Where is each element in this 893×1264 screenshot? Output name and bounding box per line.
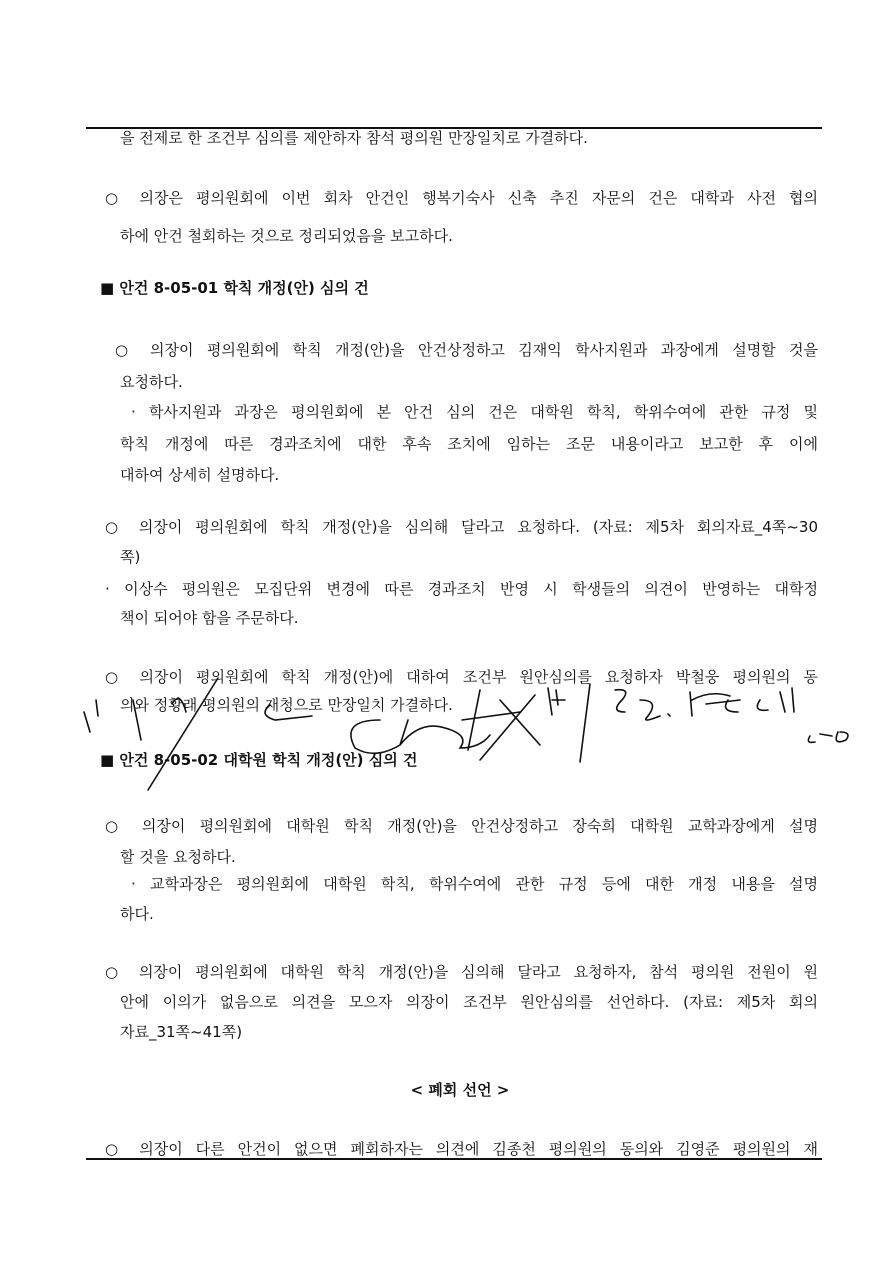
paragraph-line: ○ 의장이 평의원회에 학칙 개정(안)을 안건상정하고 김재익 학사지원과 과장에게 설명할 것을 bbox=[115, 341, 818, 359]
paragraph-line: ○ 의장이 다른 안건이 없으면 폐회하자는 의견에 김종천 평의원의 동의와 김영준 평의원의 재 bbox=[105, 1140, 818, 1158]
paragraph-line: · 교학과장은 평의원회에 대학원 학칙, 학위수여에 관한 규정 등에 대한 개정 내용을 설명 bbox=[131, 875, 818, 893]
paragraph-line: 의와 정황래 평의원의 재청으로 만장일치 가결하다. bbox=[120, 696, 453, 714]
paragraph-line: 쪽) bbox=[120, 548, 141, 566]
paragraph-line: 학칙 개정에 따른 경과조치에 대한 후속 조치에 임하는 조문 내용이라고 보고한 후 이에 bbox=[120, 435, 818, 453]
paragraph-line: ○ 의장이 평의원회에 대학원 학칙 개정(안)을 안건상정하고 장숙희 대학원 교학과장에게 설명 bbox=[105, 817, 818, 835]
paragraph-line: 하다. bbox=[120, 905, 154, 923]
agenda-heading: ■ 안건 8-05-02 대학원 학칙 개정(안) 심의 건 bbox=[100, 751, 418, 769]
bottom-rule bbox=[86, 1158, 822, 1160]
paragraph-line: 할 것을 요청하다. bbox=[120, 848, 236, 866]
paragraph-line: 대하여 상세히 설명하다. bbox=[120, 466, 280, 484]
paragraph-line: ○ 의장은 평의원회에 이번 회차 안건인 행복기숙사 신축 추진 자문의 건은 대학과 사전 협의 bbox=[105, 189, 818, 207]
agenda-heading: ■ 안건 8-05-01 학칙 개정(안) 심의 건 bbox=[100, 279, 369, 297]
paragraph-line: ○ 의장이 평의원회에 학칙 개정(안)에 대하여 조건부 원안심의를 요청하자 박철웅 평의원의 동 bbox=[105, 668, 818, 686]
paragraph-line: 자료_31쪽~41쪽) bbox=[120, 1023, 243, 1041]
section-heading-closing: < 폐회 선언 > bbox=[410, 1081, 510, 1099]
paragraph-line: 안에 이의가 없음으로 의견을 모으자 의장이 조건부 원안심의를 선언하다. (자료: 제5차 회의 bbox=[120, 993, 818, 1011]
paragraph-line: · 이상수 평의원은 모집단위 변경에 따른 경과조치 반영 시 학생들의 의견이 반영하는 대학정 bbox=[105, 580, 818, 598]
paragraph-line: 책이 되어야 함을 주문하다. bbox=[120, 609, 299, 627]
paragraph-line: 요청하다. bbox=[120, 373, 183, 391]
paragraph-line: ○ 의장이 평의원회에 대학원 학칙 개정(안)을 심의해 달라고 요청하자, 참석 평의원 전원이 원 bbox=[105, 963, 818, 981]
paragraph-line: 하에 안건 철회하는 것으로 정리되었음을 보고하다. bbox=[120, 227, 453, 245]
paragraph-line: 을 전제로 한 조건부 심의를 제안하자 참석 평의원 만장일치로 가결하다. bbox=[120, 129, 588, 147]
paragraph-line: · 학사지원과 과장은 평의원회에 본 안건 심의 건은 대학원 학칙, 학위수여에 관한 규정 및 bbox=[131, 403, 818, 421]
paragraph-line: ○ 의장이 평의원회에 학칙 개정(안)을 심의해 달라고 요청하다. (자료: 제5차 회의자료_4쪽~30 bbox=[105, 518, 818, 536]
